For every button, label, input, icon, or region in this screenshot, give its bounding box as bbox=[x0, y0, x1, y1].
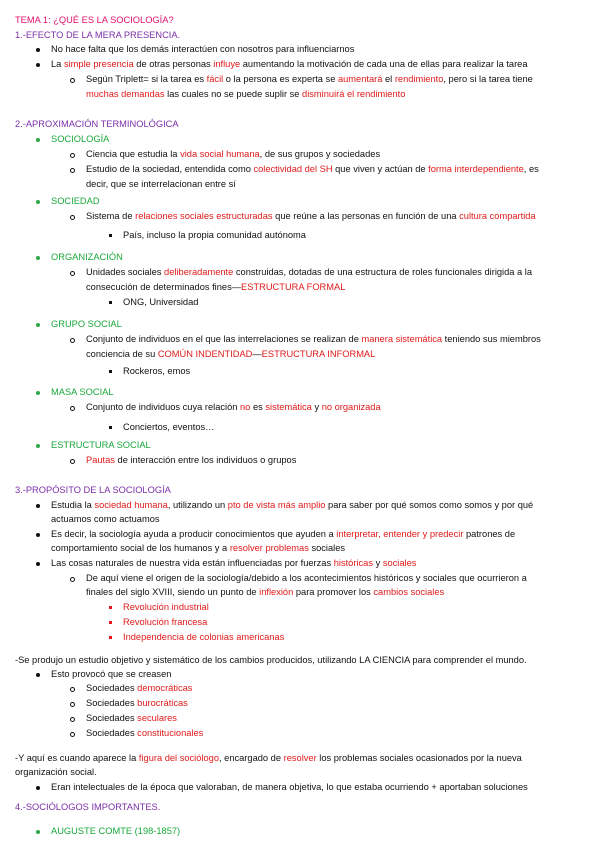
term-organizacion: ORGANIZACIÓN bbox=[51, 252, 123, 262]
sub-bullet bbox=[70, 78, 75, 83]
bullet bbox=[36, 504, 40, 508]
s3-bullet-2: Es decir, la sociología ayuda a producir conocimientos que ayuden a interpretar, entender y predecir patrones de bbox=[51, 529, 516, 539]
paragraph-sociologo-bullet: Eran intelectuales de la época que valoraban, de manera objetiva, lo que estaba ocurriendo + aportaban soluciones bbox=[51, 782, 528, 792]
society-type: Sociedades seculares bbox=[86, 713, 177, 723]
term-grupo-social: GRUPO SOCIAL bbox=[51, 319, 122, 329]
bullet bbox=[36, 533, 40, 537]
s1-bullet-2: La simple presencia de otras personas influye aumentando la motivación de cada una de ellas para realizar la tarea bbox=[51, 59, 528, 69]
term-masa-social: MASA SOCIAL bbox=[51, 387, 114, 397]
s3-sub-line-1: De aquí viene el origen de la sociología/debido a los acontecimientos históricos y sociales que ocurrieron a bbox=[86, 573, 527, 583]
sociologia-def-1: Ciencia que estudia la vida social humana, de sus grupos y sociedades bbox=[86, 149, 381, 159]
s3-bullet-3: Las cosas naturales de nuestra vida están influenciadas por fuerzas históricas y sociales bbox=[51, 558, 417, 568]
bullet bbox=[36, 63, 40, 67]
s1-sub-line-1: Según Triplett= si la tarea es fácil o la persona es experta se aumentará el rendimiento, pero si la tarea tiene bbox=[86, 74, 533, 84]
sub-bullet bbox=[70, 717, 75, 722]
square-bullet bbox=[109, 301, 112, 304]
sub-bullet bbox=[70, 702, 75, 707]
bullet bbox=[36, 562, 40, 566]
revolution-item: Revolución francesa bbox=[123, 617, 208, 627]
society-type: Sociedades constitucionales bbox=[86, 728, 204, 738]
term-sociologia: SOCIOLOGÍA bbox=[51, 134, 110, 144]
society-type: Sociedades democráticas bbox=[86, 683, 193, 693]
s1-bullet-1: No hace falta que los demás interactúen con nosotros para influenciarnos bbox=[51, 44, 355, 54]
sociologia-def-2-cont: decir, que se interrelacionan entre sí bbox=[86, 179, 236, 189]
bullet bbox=[36, 138, 40, 142]
masa-def: Conjunto de individuos cuya relación no es sistemática y no organizada bbox=[86, 402, 381, 412]
grupo-def-cont: conciencia de su COMÚN INDENTIDAD—ESTRUCTURA INFORMAL bbox=[86, 349, 376, 359]
masa-example: Conciertos, eventos… bbox=[123, 422, 215, 432]
s3-bullet-2-cont: comportamiento social de los humanos y a resolver problemas sociales bbox=[51, 543, 346, 553]
sub-bullet bbox=[70, 271, 75, 276]
sub-bullet bbox=[70, 577, 75, 582]
sub-bullet bbox=[70, 687, 75, 692]
s3-sub-line-2: finales del siglo XVIII, siendo un punto de inflexión para promover los cambios sociales bbox=[86, 587, 445, 597]
estructura-def: Pautas de interacción entre los individuos o grupos bbox=[86, 455, 297, 465]
page-title: TEMA 1: ¿QUÉ ES LA SOCIOLOGÍA? bbox=[15, 15, 174, 25]
sociedad-def: Sistema de relaciones sociales estructuradas que reúne a las personas en función de una cultura compartida bbox=[86, 211, 536, 221]
society-type: Sociedades burocráticas bbox=[86, 698, 188, 708]
bullet bbox=[36, 444, 40, 448]
term-estructura-social: ESTRUCTURA SOCIAL bbox=[51, 440, 151, 450]
bullet bbox=[36, 323, 40, 327]
bullet bbox=[36, 48, 40, 52]
sub-bullet bbox=[70, 732, 75, 737]
paragraph-ciencia-bullet: Esto provocó que se creasen bbox=[51, 669, 172, 679]
bullet bbox=[36, 786, 40, 790]
revolution-item: Independencia de colonias americanas bbox=[123, 632, 285, 642]
bullet bbox=[36, 391, 40, 395]
sociologist-comte: AUGUSTE COMTE (198-1857) bbox=[51, 826, 181, 836]
red-square-bullet bbox=[109, 606, 112, 609]
paragraph-sociologo-cont: organización social. bbox=[15, 767, 97, 777]
s1-sub-line-2: muchas demandas las cuales no se puede suplir se disminuirá el rendimiento bbox=[86, 89, 406, 99]
organizacion-def-cont: consecución de determinados fines—ESTRUCTURA FORMAL bbox=[86, 282, 346, 292]
sub-bullet bbox=[70, 215, 75, 220]
organizacion-def: Unidades sociales deliberadamente construidas, dotadas de una estructura de roles funcionales dirigida a la bbox=[86, 267, 533, 277]
sub-bullet bbox=[70, 168, 75, 173]
red-square-bullet bbox=[109, 636, 112, 639]
section-3-heading: 3.-PROPÓSITO DE LA SOCIOLOGÍA bbox=[15, 485, 171, 495]
bullet bbox=[36, 830, 40, 834]
red-square-bullet bbox=[109, 621, 112, 624]
bullet bbox=[36, 256, 40, 260]
sub-bullet bbox=[70, 153, 75, 158]
s3-bullet-1-cont: actuamos como actuamos bbox=[51, 514, 160, 524]
square-bullet bbox=[109, 234, 112, 237]
bullet bbox=[36, 673, 40, 677]
sociologia-def-2: Estudio de la sociedad, entendida como colectividad del SH que viven y actúan de forma interdependiente, es bbox=[86, 164, 539, 174]
sociedad-example: País, incluso la propia comunidad autónoma bbox=[123, 230, 306, 240]
section-2-heading: 2.-APROXIMACIÓN TERMINOLÓGICA bbox=[15, 119, 179, 129]
section-4-heading: 4.-SOCIÓLOGOS IMPORTANTES. bbox=[15, 802, 161, 812]
grupo-example: Rockeros, emos bbox=[123, 366, 191, 376]
square-bullet bbox=[109, 370, 112, 373]
paragraph-ciencia: -Se produjo un estudio objetivo y sistemático de los cambios producidos, utilizando LA CIENCIA para comprender el mundo. bbox=[15, 655, 527, 665]
sub-bullet bbox=[70, 459, 75, 464]
revolution-item: Revolución industrial bbox=[123, 602, 209, 612]
square-bullet bbox=[109, 426, 112, 429]
sub-bullet bbox=[70, 406, 75, 411]
organizacion-example: ONG, Universidad bbox=[123, 297, 199, 307]
paragraph-sociologo: -Y aquí es cuando aparece la figura del sociólogo, encargado de resolver los problemas sociales ocasionados por la nueva bbox=[15, 753, 522, 763]
s3-bullet-1: Estudia la sociedad humana, utilizando un pto de vista más amplio para saber por qué somos como somos y por qué bbox=[51, 500, 534, 510]
term-sociedad: SOCIEDAD bbox=[51, 196, 100, 206]
sub-bullet bbox=[70, 338, 75, 343]
section-1-heading: 1.-EFECTO DE LA MERA PRESENCIA. bbox=[15, 30, 181, 40]
grupo-def: Conjunto de individuos en el que las interrelaciones se realizan de manera sistemática teniendo sus miembros bbox=[86, 334, 541, 344]
bullet bbox=[36, 200, 40, 204]
